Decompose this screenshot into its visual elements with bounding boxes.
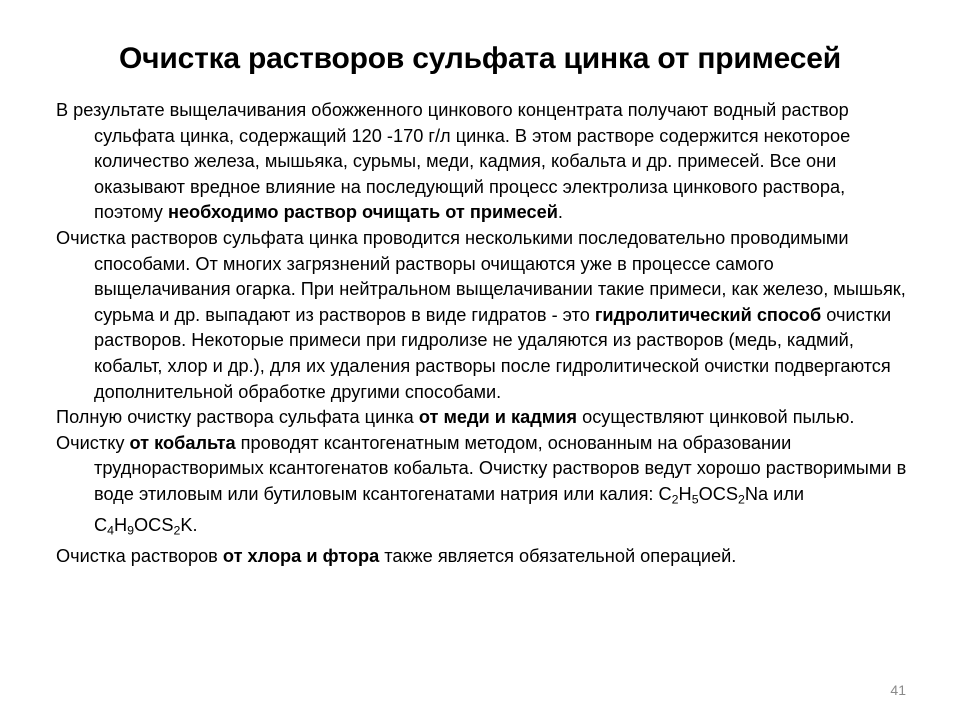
formula-1-sub2: 5 <box>691 492 699 507</box>
paragraph-4-emphasis: от кобальта <box>129 432 236 453</box>
paragraph-2 <box>56 226 912 405</box>
paragraph-2-text-b: очистки растворов. Некоторые примеси при гидролизе не удаляются из растворов (медь, кадмий, кобальт, хлор и др.), для их удаления растворы после гидролитической очистки подвергаются дополнительной обработке другими способами. <box>94 304 892 402</box>
paragraph-5-emphasis: от хлора и фтора <box>222 546 380 566</box>
formula-1-rest: OCS <box>698 483 738 504</box>
paragraph-3-text-a: Полную очистку раствора сульфата цинка <box>56 407 419 428</box>
paragraph-4 <box>56 431 912 544</box>
formula-2-tail: K <box>180 514 193 535</box>
formula-2-sub3: 2 <box>173 523 181 538</box>
paragraph-4-text-a: Очистку <box>56 432 130 453</box>
formula-2-h: H <box>114 514 128 535</box>
paragraph-1-emphasis: необходимо раствор очищать от примесей <box>167 202 558 223</box>
formula-1-tail: Na <box>744 483 769 504</box>
paragraph-4-text-b: проводят ксантогенатным методом, основанным на образовании труднорастворимых ксантогенатов кобальта. Очистку растворов ведут хорошо растворимыми в воде этиловым или бутиловым ксантогенатами натрия или калия: <box>94 432 907 504</box>
formula-conjunction: или <box>768 483 805 504</box>
paragraph-3-emphasis: от меди и кадмия <box>418 407 578 428</box>
formula-1-sub1: 2 <box>671 492 679 507</box>
paragraph-2-emphasis: гидролитический способ <box>594 304 822 325</box>
paragraph-2-text-a: Очистка растворов сульфата цинка проводится несколькими последовательно проводимыми способами. От многих загрязнений растворы очищаются уже в процессе самого выщелачивания огарка. При нейтральном выщелачивании такие примеси, как железо, мышьяк, сурьма и др. выпадают из растворов в виде гидратов - это <box>56 227 906 325</box>
paragraph-1-text-b: . <box>557 202 563 223</box>
paragraph-1-text-a: В результате выщелачивания обожженного цинкового концентрата получают водный раствор сульфата цинка, содержащий 120 -170 г/л цинка. В этом растворе содержится некоторое количество железа, мышьяка, сурьмы, меди, кадмия, кобальта и др. примесей. Все они оказывают вредное влияние на последующий процесс электролиза цинкового раствора, поэтому <box>56 100 851 223</box>
page-number: 41 <box>890 682 906 698</box>
formula-1-sub3: 2 <box>737 492 745 507</box>
paragraph-3-text-b: осуществляют цинковой пылью. <box>577 407 855 428</box>
paragraph-3 <box>56 405 912 431</box>
formula-2-sub2: 9 <box>127 523 135 538</box>
paragraph-5-text-a: Очистка растворов <box>56 546 223 566</box>
formula-1-c: C <box>658 483 672 504</box>
formula-2-sub1: 4 <box>107 523 115 538</box>
paragraph-5 <box>56 544 912 570</box>
formula-1-h: H <box>678 483 692 504</box>
formula-period: . <box>192 514 198 535</box>
paragraph-5-text-b: также является обязательной операцией. <box>379 546 737 566</box>
paragraph-1 <box>56 98 912 226</box>
page-title: Очистка растворов сульфата цинка от примесей <box>119 42 841 75</box>
formula-2-rest: OCS <box>134 514 174 535</box>
formula-2-c: C <box>94 514 108 535</box>
slide-body <box>56 98 912 570</box>
